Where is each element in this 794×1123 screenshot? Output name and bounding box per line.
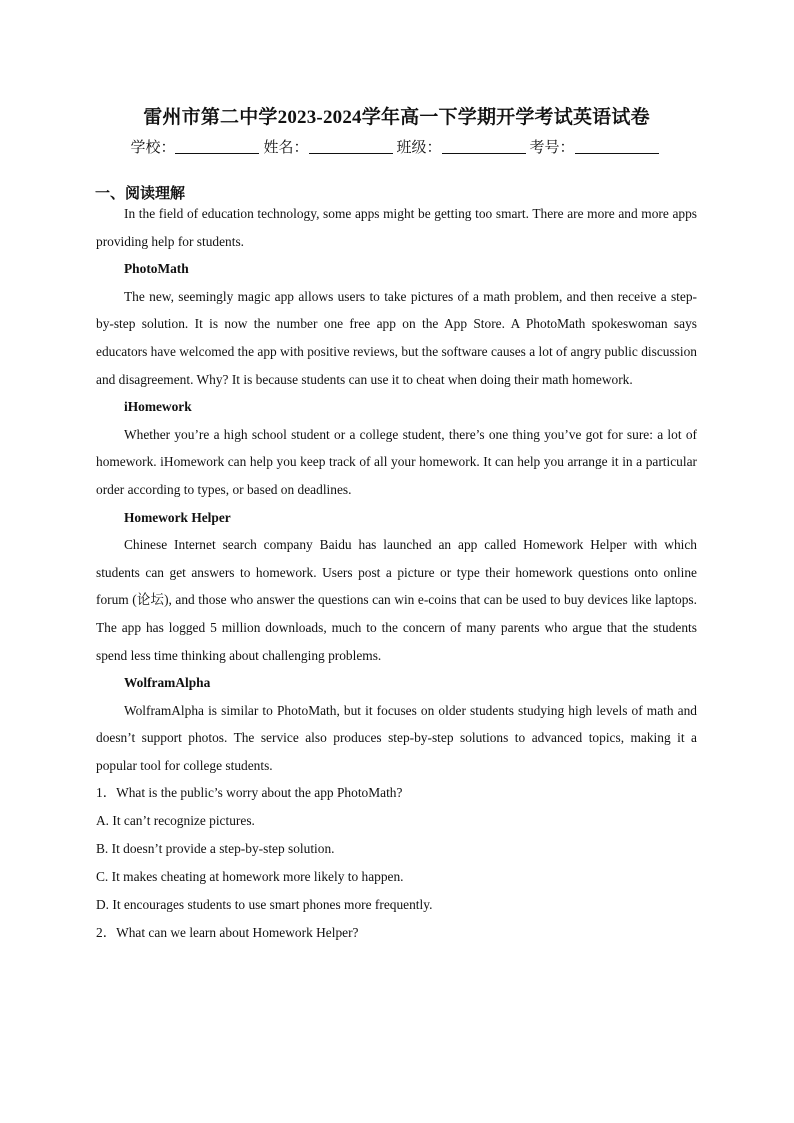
app-heading-homework-helper: Homework Helper — [124, 509, 231, 525]
reading-passage — [96, 200, 697, 947]
student-info-line — [96, 136, 697, 157]
question-1-stem: 1．What is the public’s worry about the app PhotoMath? — [96, 785, 403, 801]
app-heading-wolframalpha: WolframAlpha — [124, 675, 211, 691]
name-blank[interactable] — [309, 139, 393, 154]
number-blank[interactable] — [575, 139, 659, 154]
app-text-homework-helper: Chinese Internet search company Baidu has launched an app called Homework Helper with which students can get answers to homework. Users post a picture or type their homework questions onto online forum (论坛), and those who answer the questions can win e-coins that can be used to buy devices like laptops. The app has logged 5 million downloads, much to the concern of many parents who argue that the students spend less time thinking about challenging problems. — [96, 537, 697, 663]
question-2-stem: 2．What can we learn about Homework Helper? — [96, 925, 359, 941]
name-label: 姓名： — [263, 140, 309, 156]
section-heading: 一、阅读理解 — [95, 186, 186, 202]
app-heading-ihomework: iHomework — [124, 399, 192, 415]
class-label: 班级： — [396, 140, 442, 156]
school-label: 学校： — [130, 140, 176, 156]
question-1-option-a[interactable]: A. It can’t recognize pictures. — [96, 813, 255, 829]
intro-paragraph: In the field of education technology, some apps might be getting too smart. There are more and more apps providing help for students. — [96, 206, 697, 249]
app-text-ihomework: Whether you’re a high school student or a college student, there’s one thing you’ve got for sure: a lot of homework. iHomework can help you keep track of all your homework. It can help you arrange it in a particular order according to types, or based on deadlines. — [96, 426, 697, 497]
app-text-photomath: The new, seemingly magic app allows users to take pictures of a math problem, and then receive a step-by-step solution. It is now the number one free app on the App Store. A PhotoMath spokeswoman says educators have welcomed the app with positive reviews, but the software causes a lot of angry public discussion and disagreement. Why? It is because students can use it to cheat when doing their math homework. — [96, 288, 697, 387]
question-1-option-c[interactable]: C. It makes cheating at homework more likely to happen. — [96, 869, 404, 885]
question-1-option-b[interactable]: B. It doesn’t provide a step-by-step solution. — [96, 841, 335, 857]
question-1-option-d[interactable]: D. It encourages students to use smart phones more frequently. — [96, 897, 433, 913]
number-label: 考号： — [529, 140, 575, 156]
app-text-wolframalpha: WolframAlpha is similar to PhotoMath, but it focuses on older students studying high levels of math and doesn’t support photos. The service also produces step-by-step solutions to advanced topics, making it a popular tool for college students. — [96, 702, 697, 773]
page-title: 雷州市第二中学2023-2024学年高一下学期开学考试英语试卷 — [143, 107, 650, 128]
class-blank[interactable] — [442, 139, 526, 154]
app-heading-photomath: PhotoMath — [124, 261, 189, 277]
school-blank[interactable] — [175, 139, 259, 154]
